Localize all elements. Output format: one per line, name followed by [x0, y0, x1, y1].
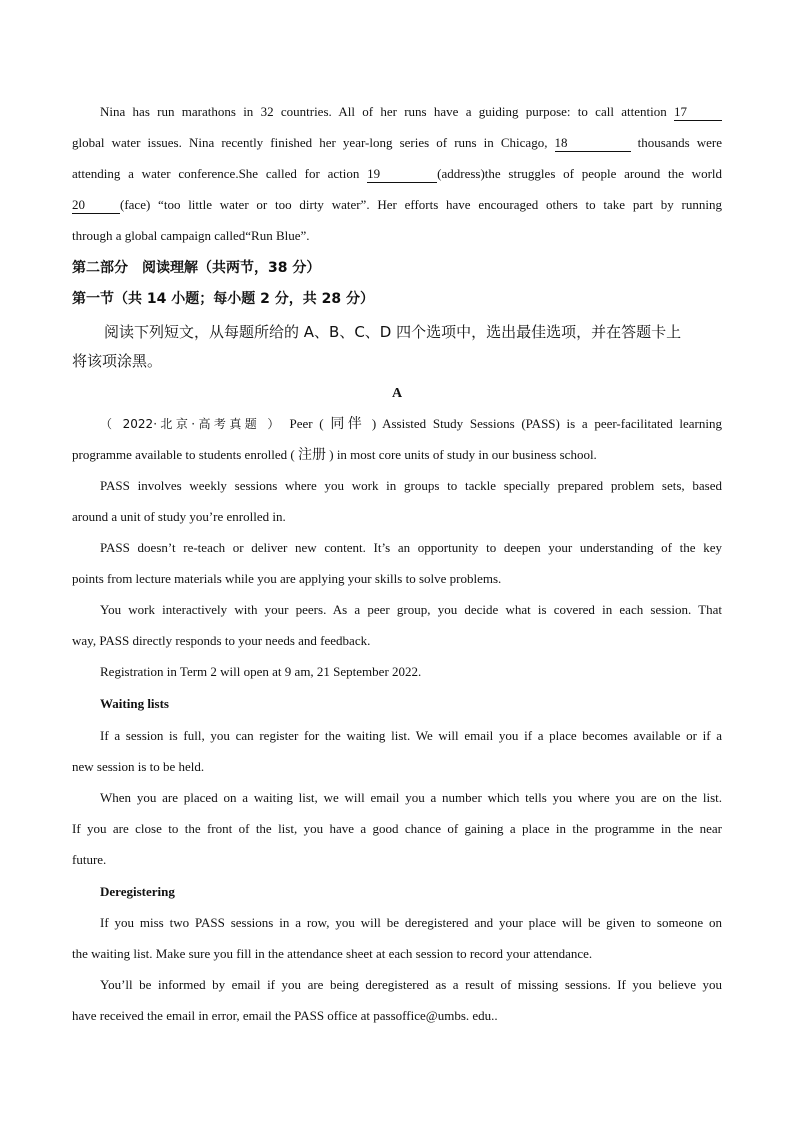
passage-p3-line1: PASS doesn’t re-teach or deliver new content. It’s an opportunity to deepen your understanding of the key	[100, 540, 722, 555]
subheading-waiting-lists: Waiting lists	[100, 696, 169, 711]
passage-label: A	[391, 386, 403, 401]
passage-text: ) Assisted Study Sessions (PASS) is a peer-facilitated learning	[371, 416, 722, 431]
cloze-text: thousands were	[637, 135, 722, 150]
cloze-line-3	[72, 164, 722, 184]
cloze-text: (face) “too little water or too dirty water”. Her efforts have encouraged others to take part by running	[120, 197, 722, 212]
instructions-line-1: 阅读下列短文，从每题所给的 A、B、C、D 四个选项中，选出最佳选项，并在答题卡上	[104, 323, 682, 341]
passage-text: ) in most core units of study in our business school.	[329, 447, 597, 462]
cloze-line-5: through a global campaign called“Run Blue”.	[72, 228, 310, 243]
passage-p9-line1: You’ll be informed by email if you are being deregistered as a result of missing sessions. If you believe you	[100, 977, 722, 992]
passage-p5: Registration in Term 2 will open at 9 am, 21 September 2022.	[100, 664, 422, 679]
passage-p4-line1: You work interactively with your peers. As a peer group, you decide what is covered in each session. That	[100, 602, 722, 617]
blank-17[interactable]: 17	[674, 104, 722, 121]
cloze-text: global water issues. Nina recently finished her year-long series of runs in Chicago,	[72, 135, 548, 150]
part-title: 第二部分 阅读理解（共两节，38 分）	[72, 260, 321, 276]
blank-20[interactable]: 20	[72, 197, 120, 214]
subheading-deregistering: Deregistering	[100, 884, 175, 899]
instructions-line-2: 将该项涂黑。	[72, 352, 163, 370]
section-title: 第一节（共 14 小题；每小题 2 分，共 28 分）	[72, 291, 374, 307]
passage-p6-line2: new session is to be held.	[72, 759, 205, 774]
gloss-text: 同伴	[330, 416, 366, 432]
blank-19[interactable]: 19	[367, 166, 437, 183]
passage-text: programme available to students enrolled (	[72, 447, 295, 462]
cloze-line-1	[100, 102, 722, 122]
cloze-text: (address)the struggles of people around the world	[437, 166, 722, 181]
passage-p9-line2: have received the email in error, email the PASS office at passoffice@umbs. edu..	[72, 1008, 498, 1023]
passage-p1-line2	[72, 445, 722, 465]
passage-p6-line1: If a session is full, you can register for the waiting list. We will email you if a place becomes available or if a	[100, 728, 722, 743]
passage-p2-line1: PASS involves weekly sessions where you work in groups to tackle specially prepared problem sets, based	[100, 478, 722, 493]
cloze-text: Nina has run marathons in 32 countries. All of her runs have a guiding purpose: to call attention	[100, 104, 667, 119]
source-tag: （ 2022·北京·高考真题 ）	[100, 417, 283, 431]
passage-p7-line1: When you are placed on a waiting list, we will email you a number which tells you where you are on the list.	[100, 790, 722, 805]
passage-p8-line1: If you miss two PASS sessions in a row, you will be deregistered and your place will be given to someone on	[100, 915, 722, 930]
passage-p7-line3: future.	[72, 852, 107, 867]
passage-p1-line1	[100, 414, 722, 434]
cloze-line-2	[72, 133, 722, 153]
passage-text: Peer (	[289, 416, 324, 431]
passage-p7-line2: If you are close to the front of the list, you have a good chance of gaining a place in the programme in the near	[72, 821, 722, 836]
passage-p3-line2: points from lecture materials while you are applying your skills to solve problems.	[72, 571, 502, 586]
cloze-line-4	[72, 195, 722, 215]
gloss-text: 注册	[297, 447, 326, 463]
passage-p8-line2: the waiting list. Make sure you fill in the attendance sheet at each session to record your attendance.	[72, 946, 593, 961]
cloze-text: attending a water conference.She called for action	[72, 166, 360, 181]
passage-p4-line2: way, PASS directly responds to your needs and feedback.	[72, 633, 371, 648]
passage-p2-line2: around a unit of study you’re enrolled in.	[72, 509, 286, 524]
blank-18[interactable]: 18	[555, 135, 631, 152]
